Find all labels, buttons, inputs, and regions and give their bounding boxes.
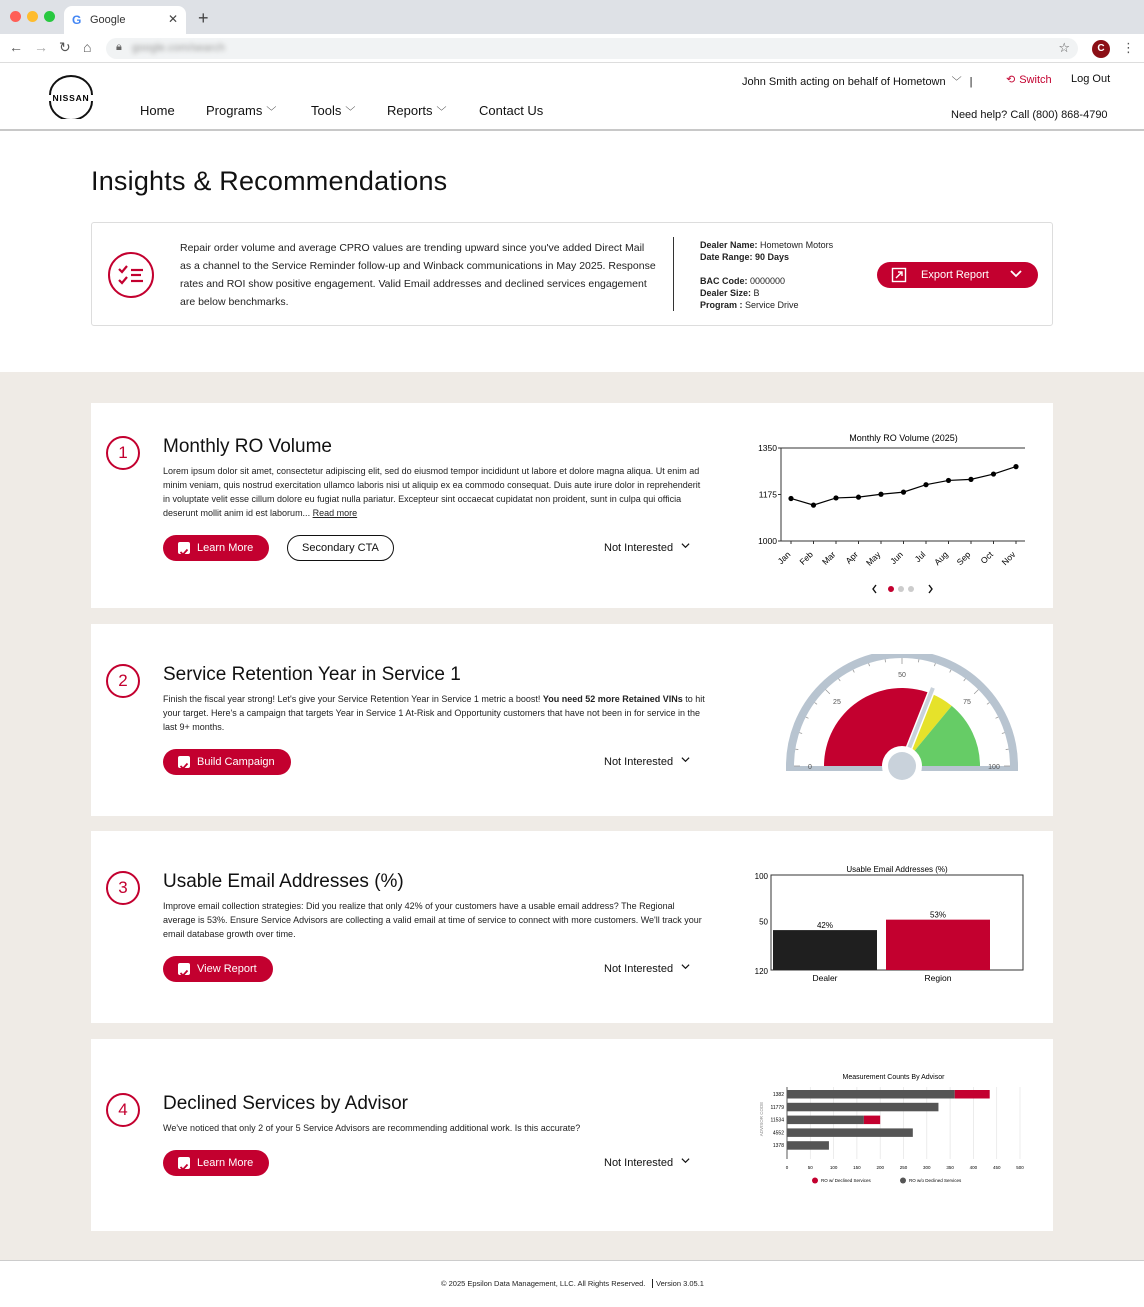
y-tick-label: 1350: [758, 443, 777, 453]
x-tick-label: 350: [946, 1165, 954, 1170]
profile-avatar[interactable]: C: [1092, 40, 1110, 58]
dealer-size: [700, 288, 760, 298]
help-phone: Need help? Call (800) 868-4790: [951, 109, 1108, 121]
date-range: [700, 252, 789, 262]
x-tick-label: Mar: [819, 549, 838, 567]
card-body: Improve email collection strategies: Did you realize that only 42% of your customers have a usable email address? The Regional average is 53%. Ensure Service Advisors are collecting a valid email at time of service to connect with more customers. We'll track your email database growth over time.: [163, 901, 702, 939]
close-tab-icon[interactable]: ✕: [167, 12, 178, 26]
data-label: 42%: [816, 921, 834, 931]
gauge-tick: [996, 717, 999, 718]
x-tick-label: Region: [924, 973, 952, 983]
gauge-tick-label: 50: [898, 672, 906, 679]
card-body-text: Finish the fiscal year strong! Let's give your Service Retention Year in Service 1 metric a boost!: [163, 694, 543, 704]
x-tick-label: 400: [969, 1165, 978, 1170]
y-tick-label: 1378: [772, 1143, 784, 1150]
y-tick-label: 50: [759, 917, 768, 927]
chevron-down-icon: [681, 755, 690, 764]
x-tick-label: 250: [899, 1165, 908, 1170]
export-report-label: Export Report: [921, 269, 989, 281]
nav-tools[interactable]: [311, 103, 355, 118]
data-point: [811, 503, 816, 508]
x-tick-label: Nov: [999, 549, 1018, 568]
date-range-label: Date Range:: [700, 252, 753, 262]
learn-more-button[interactable]: [163, 535, 269, 561]
x-tick-label: 0: [785, 1165, 789, 1170]
x-tick-label: May: [863, 549, 883, 568]
not-interested-dropdown[interactable]: [604, 1156, 690, 1169]
x-tick-label: Oct: [978, 549, 995, 566]
chevron-down-icon: ﹀: [951, 77, 962, 88]
card-body-text: to hit your target. Here's a campaign that targets Year in Service 1 At-Risk and Opportunity customers that have not been in for service in the last 9+ months.: [163, 694, 705, 732]
x-tick-label: 200: [876, 1165, 884, 1170]
acting-as-text: John Smith acting on behalf of Hometown: [742, 76, 946, 88]
x-tick-label: Jul: [912, 549, 928, 565]
usable-email-chart: [751, 861, 1031, 991]
data-point: [1013, 464, 1018, 469]
summary-divider: [673, 237, 674, 311]
bar-segment: [787, 1103, 938, 1112]
data-point: [833, 495, 838, 500]
read-more-link[interactable]: Read more: [312, 508, 358, 518]
bar-segment: [955, 1090, 990, 1099]
maximize-window-icon[interactable]: [44, 11, 55, 22]
chevron-down-icon: ﹀: [266, 107, 277, 118]
browser-chrome: [0, 0, 1144, 63]
check-icon: [178, 1157, 190, 1169]
not-interested-label: Not Interested: [604, 1157, 674, 1169]
card-usable-email: [91, 831, 1053, 1023]
recommendations-band: [0, 372, 1144, 1260]
build-campaign-button[interactable]: [163, 749, 291, 775]
y-tick-label: 1175: [758, 489, 777, 500]
gauge-tick: [950, 670, 951, 673]
nav-programs-label: Programs: [206, 103, 263, 118]
gauge-tick-label: 25: [833, 698, 841, 706]
gauge-tick: [839, 679, 841, 681]
card-body: [163, 692, 708, 734]
nav-tools-label: Tools: [311, 103, 342, 118]
build-campaign-label: Build Campaign: [197, 756, 275, 768]
learn-more-label: Learn More: [197, 542, 254, 554]
card-number: 4: [106, 1093, 140, 1127]
chart-title: Usable Email Addresses (%): [846, 865, 948, 874]
switch-icon: ⟲: [1006, 74, 1016, 86]
bac-value: 0000000: [750, 276, 786, 286]
check-icon: [178, 756, 190, 768]
export-report-button[interactable]: [877, 262, 1038, 288]
x-tick-label: 50: [807, 1165, 813, 1170]
chevron-down-icon: [681, 1156, 690, 1165]
bar-segment: [787, 1141, 829, 1150]
card-body-emphasis: You need 52 more Retained VINs: [542, 694, 683, 704]
card-body-text: Lorem ipsum dolor sit amet, consectetur adipiscing elit, sed do eiusmod tempor incididunt ut labore et dolore magna aliqua. Ut enim ad minim veniam, quis nostrud exercitation ullamco laboris nisi ut aliquip ex ea commodo consequat. Duis aute irure dolor in reprehenderit in voluptate velit esse cillum dolore eu fugiat nulla pariatur. Excepteur sint occaecat cupidatat non proident, sunt in culpa qui officia deserunt mollit anim id est laborum...: [163, 466, 701, 518]
dealer-name-label: Dealer Name:: [700, 240, 758, 250]
program-label: Program :: [700, 300, 743, 310]
gauge-tick: [826, 690, 830, 694]
summary-panel: [91, 222, 1053, 326]
nissan-wordmark: NISSAN: [52, 93, 90, 103]
forward-icon[interactable]: →: [34, 39, 48, 55]
nav-home[interactable]: [140, 103, 175, 118]
checklist-icon: [107, 251, 155, 299]
nav-programs[interactable]: [206, 103, 276, 118]
home-icon[interactable]: ⌂: [83, 39, 92, 55]
x-tick-label: Sep: [954, 549, 973, 568]
page-title: Insights & Recommendations: [91, 166, 448, 196]
card-title: Usable Email Addresses (%): [163, 871, 404, 892]
logout-link[interactable]: Log Out: [1071, 73, 1111, 85]
program-value: Service Drive: [745, 300, 799, 310]
browser-toolbar: [0, 34, 1144, 63]
card-body: We've noticed that only 2 of your 5 Service Advisors are recommending additional work. Is this accurate?: [163, 1123, 581, 1133]
copyright: © 2025 Epsilon Data Management, LLC. All Rights Reserved.: [441, 1279, 646, 1288]
card-service-retention: [91, 624, 1053, 816]
switch-link[interactable]: [1006, 73, 1052, 86]
data-point: [901, 490, 906, 495]
y-tick-label: 4552: [772, 1130, 784, 1137]
y-tick-label: 1382: [772, 1092, 784, 1098]
y-axis-label: ADVISOR CODE: [759, 1101, 764, 1137]
header-separator: |: [969, 76, 973, 88]
declined-services-chart: [755, 1069, 1035, 1199]
nav-contact-us[interactable]: [479, 103, 543, 118]
bar-segment: [787, 1116, 864, 1125]
gauge-tick: [869, 663, 870, 666]
export-icon: [891, 267, 907, 283]
gauge-tick-label: 100: [988, 764, 1000, 771]
chart-title: Monthly RO Volume (2025): [849, 433, 958, 443]
x-tick-label: 100: [829, 1165, 838, 1170]
bar-segment: [864, 1116, 880, 1125]
data-point: [991, 471, 996, 476]
not-interested-dropdown[interactable]: [604, 755, 690, 768]
summary-text: Repair order volume and average CPRO values are trending upward since you've added Direct Mail as a channel to the Service Reminder follow-up and Winback communications in May 2025. Response rates and ROI show positive engagement. Valid Email addresses and declined services engagement are below benchmarks.: [180, 242, 656, 308]
not-interested-dropdown[interactable]: [604, 962, 690, 975]
monthly-ro-volume-chart: [755, 411, 1025, 601]
data-point: [788, 496, 793, 501]
version: Version 3.05.1: [652, 1279, 704, 1288]
carousel-dot: [908, 586, 914, 592]
series-line: [791, 467, 1016, 506]
secondary-cta-button[interactable]: Secondary CTA: [287, 535, 394, 561]
legend-marker: [812, 1178, 818, 1184]
x-tick-label: 150: [853, 1165, 861, 1170]
view-report-label: View Report: [197, 963, 257, 975]
new-tab-icon[interactable]: +: [198, 8, 209, 28]
gauge-tick-label: 0: [808, 764, 812, 771]
data-label: 53%: [929, 910, 947, 920]
gauge-tick-label: 75: [963, 698, 971, 706]
x-tick-label: 500: [1016, 1165, 1024, 1170]
check-icon: [178, 963, 190, 975]
service-retention-gauge: [777, 654, 1027, 784]
carousel-next-icon: [929, 585, 932, 593]
gauge-tick: [964, 679, 966, 681]
acting-on-behalf-dropdown[interactable]: [742, 73, 972, 88]
x-tick-label: Aug: [932, 549, 950, 568]
not-interested-label: Not Interested: [604, 756, 674, 768]
y-tick-label: 11779: [770, 1104, 784, 1111]
card-title: Declined Services by Advisor: [163, 1093, 408, 1114]
gauge-tick: [799, 733, 802, 734]
y-tick-label: 11534: [770, 1117, 784, 1124]
x-tick-label: Jun: [888, 549, 905, 567]
chevron-down-icon: ﹀: [436, 107, 447, 118]
legend-marker: [900, 1178, 906, 1184]
gauge-tick: [853, 670, 854, 673]
data-point: [946, 478, 951, 483]
chevron-down-icon: ﹀: [345, 107, 356, 118]
data-point: [856, 495, 861, 500]
program: [700, 300, 799, 310]
tab-title: Google: [90, 14, 126, 26]
dealer-name-value: Hometown Motors: [760, 240, 834, 250]
learn-more-label: Learn More: [197, 1157, 254, 1169]
chevron-down-icon: [1009, 267, 1023, 281]
bac-code: [700, 276, 785, 286]
card-monthly-ro-volume: [91, 403, 1053, 608]
y-tick-label: 1000: [758, 536, 777, 546]
bar-segment: [787, 1090, 955, 1099]
card-body: [163, 464, 708, 520]
card-title: Service Retention Year in Service 1: [163, 664, 461, 685]
learn-more-button[interactable]: [163, 1150, 269, 1176]
gauge-tick: [974, 690, 978, 694]
minimize-window-icon[interactable]: [27, 11, 38, 22]
browser-tab[interactable]: [64, 6, 186, 34]
y-tick-label: 120: [754, 967, 768, 976]
close-window-icon[interactable]: [10, 11, 21, 22]
switch-label: Switch: [1019, 74, 1052, 86]
dealer-size-label: Dealer Size:: [700, 288, 752, 298]
address-url: google.com/search: [132, 42, 225, 54]
nav-contact-label: Contact Us: [479, 103, 544, 118]
gauge-tick: [987, 703, 989, 705]
bac-label: BAC Code:: [700, 276, 748, 286]
gauge-tick: [1002, 733, 1005, 734]
gauge-hub: [888, 752, 916, 780]
y-tick-label: 100: [754, 872, 768, 881]
not-interested-dropdown[interactable]: [604, 541, 690, 554]
card-number: 2: [106, 664, 140, 698]
site-header: [0, 63, 1144, 131]
nav-reports-label: Reports: [387, 103, 433, 118]
x-tick-label: 450: [992, 1165, 1001, 1170]
chevron-down-icon: [681, 541, 690, 550]
nissan-logo[interactable]: [44, 75, 98, 119]
card-title: Monthly RO Volume: [163, 436, 332, 457]
carousel-dot: [888, 586, 894, 592]
carousel-prev-icon: [873, 585, 876, 593]
gauge-tick: [815, 703, 817, 705]
bar: [773, 930, 877, 970]
view-report-button[interactable]: [163, 956, 273, 982]
chart-title: Measurement Counts By Advisor: [842, 1074, 945, 1081]
gauge-tick: [806, 717, 809, 718]
x-tick-label: 300: [923, 1165, 931, 1170]
browser-menu-icon[interactable]: ⋮: [1122, 40, 1135, 55]
card-declined-services: [91, 1039, 1053, 1231]
nav-reports[interactable]: [387, 103, 447, 118]
not-interested-label: Not Interested: [604, 963, 674, 975]
data-point: [923, 482, 928, 487]
nav-home-label: Home: [140, 103, 175, 118]
data-point: [878, 492, 883, 497]
card-number: 3: [106, 871, 140, 905]
carousel-dot: [898, 586, 904, 592]
footer: [0, 1260, 1144, 1307]
google-favicon-icon: G: [72, 13, 82, 27]
chevron-down-icon: [681, 962, 690, 971]
date-range-value: 90 Days: [755, 252, 790, 262]
data-point: [968, 477, 973, 482]
legend-label: RO w/ Declined Services: [821, 1178, 871, 1183]
not-interested-label: Not Interested: [604, 542, 674, 554]
gauge-tick: [934, 663, 935, 666]
card-number: 1: [106, 436, 140, 470]
bookmark-star-icon[interactable]: ☆: [1058, 40, 1070, 55]
x-tick-label: Dealer: [812, 973, 838, 983]
bar: [886, 920, 990, 970]
legend-label: RO w/o Declined Services: [909, 1178, 962, 1183]
back-icon[interactable]: ←: [9, 39, 23, 55]
x-tick-label: Jan: [775, 549, 793, 567]
x-tick-label: Apr: [843, 549, 860, 566]
bar-segment: [787, 1128, 913, 1137]
x-tick-label: Feb: [797, 549, 815, 567]
check-icon: [178, 542, 190, 554]
dealer-size-value: B: [753, 288, 760, 298]
reload-icon[interactable]: ↻: [59, 39, 71, 55]
dealer-name: [700, 240, 833, 250]
address-bar[interactable]: [106, 38, 1078, 59]
lock-icon: 🔒︎: [116, 41, 122, 53]
